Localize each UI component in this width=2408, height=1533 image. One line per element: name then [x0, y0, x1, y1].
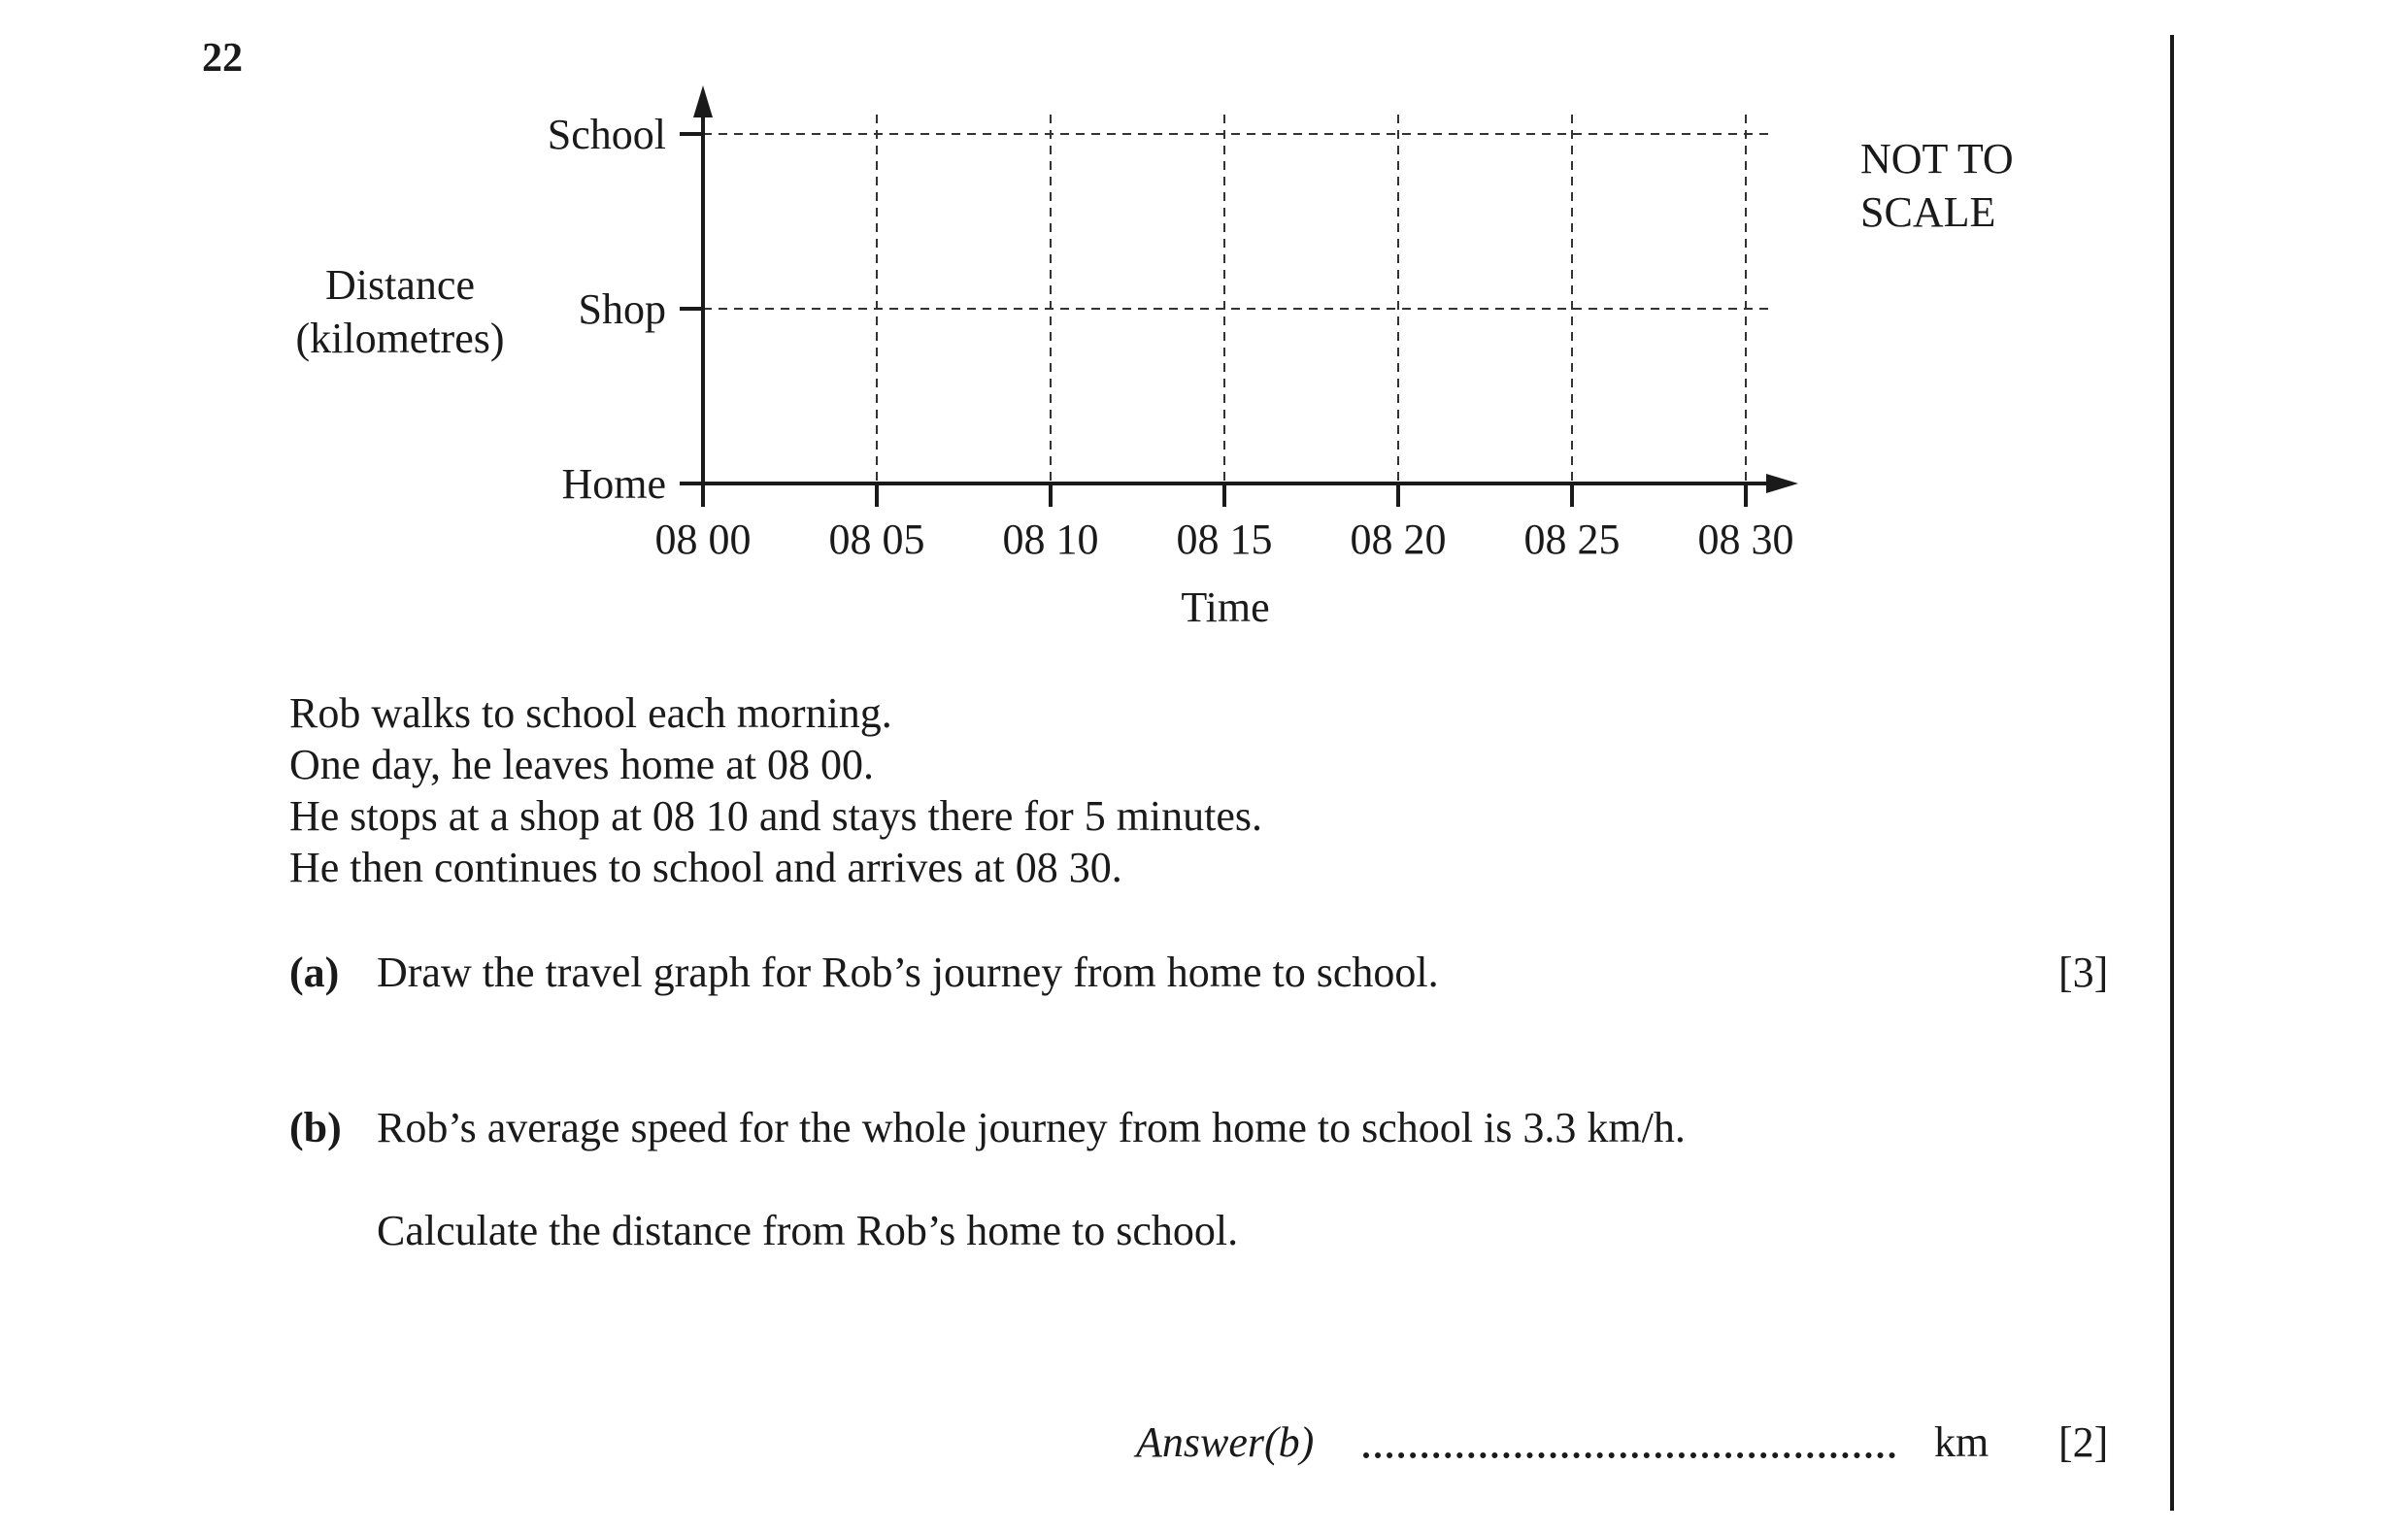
part-b-label: (b)	[289, 1104, 342, 1151]
question-intro	[289, 687, 1262, 893]
question-number: 22	[202, 36, 243, 81]
part-a-label: (a)	[289, 949, 340, 996]
y-axis-arrow	[693, 85, 713, 117]
y-tick-labels	[548, 111, 703, 508]
part-b-text: Rob’s average speed for the whole journey from home to school is 3.3 km/h.	[377, 1104, 1686, 1151]
x-axis-title: Time	[1181, 583, 1270, 631]
x-tick-label: 08 20	[1350, 516, 1447, 563]
graph-grid	[703, 115, 1773, 483]
x-tick-label: 08 05	[828, 516, 925, 563]
y-tick-label: Home	[561, 460, 666, 508]
x-tick-label: 08 00	[654, 516, 752, 563]
x-tick-label: 08 10	[1002, 516, 1099, 563]
y-tick-label: School	[547, 111, 666, 158]
part-a-marks: [3]	[2058, 949, 2109, 996]
x-tick-label: 08 25	[1523, 516, 1621, 563]
answer-b-field[interactable]	[1363, 1452, 1895, 1458]
intro-line: One day, he leaves home at 08 00.	[289, 741, 874, 788]
answer-b-unit: km	[1934, 1418, 1990, 1466]
part-b-instruction: Calculate the distance from Rob’s home to school.	[377, 1207, 1239, 1254]
graph-axes	[693, 85, 1798, 493]
part-a-text: Draw the travel graph for Rob’s journey from home to school.	[377, 949, 1439, 996]
not-to-scale-line-2: SCALE	[1860, 188, 1996, 236]
y-axis-title	[287, 258, 513, 365]
intro-line: Rob walks to school each morning.	[289, 689, 892, 737]
x-tick-label: 08 15	[1176, 516, 1273, 563]
x-tick-labels	[655, 483, 1794, 563]
x-tick-label: 08 30	[1697, 516, 1794, 563]
answer-b-label: Answer(b)	[1136, 1418, 1315, 1466]
x-axis-arrow	[1766, 474, 1798, 493]
y-tick-label: Shop	[578, 285, 666, 333]
answer-b-marks: [2]	[2058, 1418, 2109, 1466]
not-to-scale-line-1: NOT TO	[1860, 135, 2014, 183]
y-axis-title-line-1: Distance	[325, 261, 475, 309]
y-axis-title-line-2: (kilometres)	[295, 315, 505, 362]
intro-line: He stops at a shop at 08 10 and stays there for 5 minutes.	[289, 792, 1263, 840]
intro-line: He then continues to school and arrives at 08 30.	[289, 844, 1122, 891]
not-to-scale-note	[1860, 132, 2014, 239]
